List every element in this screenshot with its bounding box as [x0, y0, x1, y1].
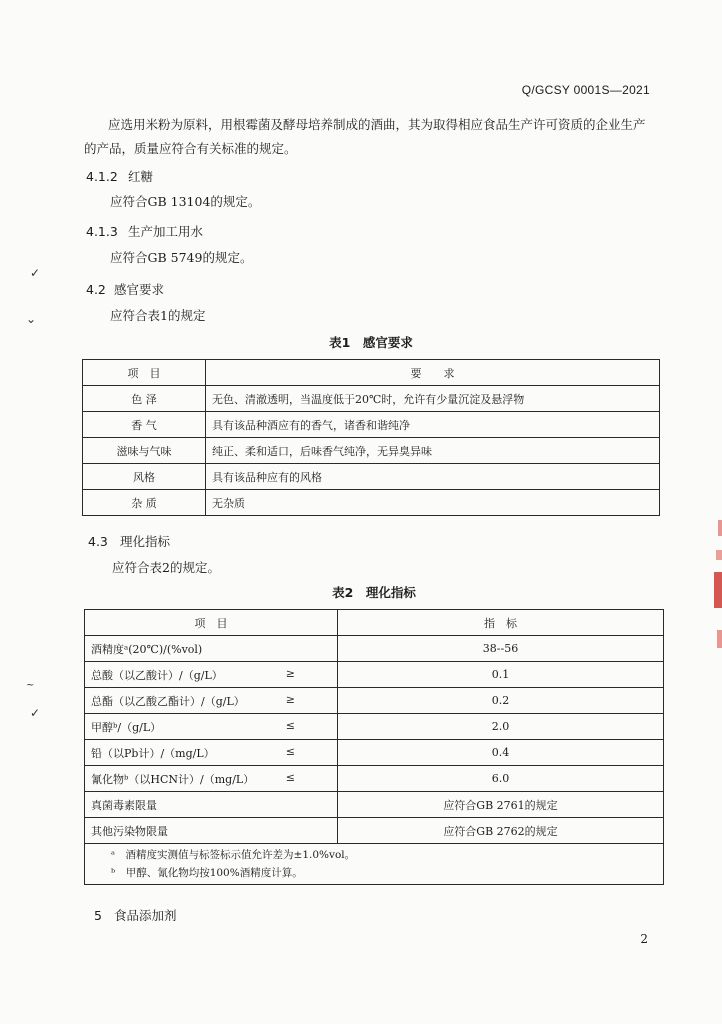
section-number: 4.1.3 [86, 224, 118, 239]
item-label: 真菌毒素限量 [91, 798, 157, 812]
item-label: 总酸（以乙酸计）/（g/L） [91, 668, 223, 682]
column-header: 项 目 [83, 360, 206, 386]
footnote-b: ᵇ 甲醇、氰化物均按100%酒精度计算。 [111, 867, 303, 879]
table-row [83, 412, 660, 438]
value-cell: 应符合GB 2761的规定 [338, 792, 664, 818]
section-number: 4.1.2 [86, 169, 118, 184]
item-cell [85, 766, 338, 792]
table-row [83, 438, 660, 464]
item-cell [85, 636, 338, 662]
comparison-sign: ≤ [285, 770, 295, 784]
section-title: 食品添加剂 [114, 908, 177, 923]
item-cell [85, 740, 338, 766]
item-cell: 香 气 [83, 412, 206, 438]
comparison-sign: ≤ [285, 744, 295, 758]
section-4-2-text: 应符合表1的规定 [110, 308, 206, 323]
physicochemical-indicators-table [84, 609, 664, 885]
intro-paragraph: 应选用米粉为原料，用根霉菌及酵母培养制成的酒曲，其为取得相应食品生产许可资质的企业生产的产品，质量应符合有关标准的规定。 [84, 117, 646, 156]
item-cell: 色 泽 [83, 386, 206, 412]
section-4-1-3-heading [86, 222, 203, 240]
section-5-heading [94, 906, 177, 924]
item-label: 甲醇ᵇ/（g/L） [91, 720, 162, 734]
section-title: 理化指标 [120, 534, 171, 549]
table-notes [85, 844, 664, 885]
column-header: 项 目 [85, 610, 338, 636]
value-cell: 0.1 [338, 662, 664, 688]
table-row [85, 714, 664, 740]
item-cell: 杂 质 [83, 490, 206, 516]
section-4-2-heading [86, 280, 164, 298]
column-header: 指 标 [338, 610, 664, 636]
section-4-1-3-text: 应符合GB 5749的规定。 [110, 250, 253, 265]
table-notes-row [85, 844, 664, 885]
section-number: 4.2 [86, 282, 106, 297]
requirement-cell: 纯正、柔和适口，后味香气纯净，无异臭异味 [206, 438, 660, 464]
section-number: 4.3 [88, 534, 108, 549]
item-label: 铅（以Pb计）/（mg/L） [91, 746, 215, 760]
item-label: 酒精度ᵃ(20℃)/(%vol) [91, 642, 203, 656]
item-cell [85, 818, 338, 844]
footnote-a: ᵃ 酒精度实测值与标签标示值允许差为±1.0%vol。 [111, 849, 356, 861]
item-cell [85, 662, 338, 688]
table-row [83, 386, 660, 412]
section-4-1-2-text: 应符合GB 13104的规定。 [110, 194, 261, 209]
margin-dash-mark-icon: ~ [26, 680, 35, 691]
item-label: 总酯（以乙酸乙酯计）/（g/L） [91, 694, 245, 708]
comparison-sign: ≥ [285, 666, 295, 680]
table-row [85, 792, 664, 818]
section-title: 红糖 [128, 169, 154, 184]
section-title: 感官要求 [114, 282, 165, 297]
section-number: 5 [94, 908, 102, 923]
table-row [85, 662, 664, 688]
section-4-3-heading [88, 532, 170, 550]
section-title: 生产加工用水 [128, 224, 204, 239]
item-label: 氰化物ᵇ（以HCN计）/（mg/L） [91, 772, 255, 786]
comparison-sign: ≥ [285, 692, 295, 706]
document-id: Q/GCSY 0001S—2021 [521, 83, 650, 97]
item-cell: 滋味与气味 [83, 438, 206, 464]
requirement-cell: 无色、清澈透明，当温度低于20℃时，允许有少量沉淀及悬浮物 [206, 386, 660, 412]
red-seal-fragment-icon [712, 520, 722, 660]
table-row [85, 818, 664, 844]
value-cell: 应符合GB 2762的规定 [338, 818, 664, 844]
item-cell [85, 714, 338, 740]
column-header: 要 求 [206, 360, 660, 386]
requirement-cell: 具有该品种应有的风格 [206, 464, 660, 490]
table-row [85, 766, 664, 792]
table2-caption: 表2 理化指标 [332, 585, 416, 600]
section-4-1-2-heading [86, 167, 153, 185]
table-header-row [85, 610, 664, 636]
table-row [83, 464, 660, 490]
margin-check-mark-icon: ⌄ [26, 312, 37, 326]
value-cell: 0.2 [338, 688, 664, 714]
table-row [85, 688, 664, 714]
value-cell: 0.4 [338, 740, 664, 766]
value-cell: 6.0 [338, 766, 664, 792]
table-row [85, 740, 664, 766]
sensory-requirements-table [82, 359, 660, 516]
requirement-cell: 无杂质 [206, 490, 660, 516]
table-row [85, 636, 664, 662]
table-header-row [83, 360, 660, 386]
item-cell [85, 792, 338, 818]
table-row [83, 490, 660, 516]
item-label: 其他污染物限量 [91, 824, 168, 838]
comparison-sign: ≤ [285, 718, 295, 732]
table1-caption: 表1 感官要求 [329, 335, 413, 350]
item-cell: 风格 [83, 464, 206, 490]
section-4-3-text: 应符合表2的规定。 [112, 560, 220, 575]
page-number: 2 [640, 932, 648, 946]
margin-check-mark-icon: ✓ [30, 266, 41, 280]
item-cell [85, 688, 338, 714]
requirement-cell: 具有该品种酒应有的香气，诸香和谐纯净 [206, 412, 660, 438]
value-cell: 2.0 [338, 714, 664, 740]
margin-check-mark-icon: ✓ [30, 706, 41, 720]
value-cell: 38--56 [338, 636, 664, 662]
